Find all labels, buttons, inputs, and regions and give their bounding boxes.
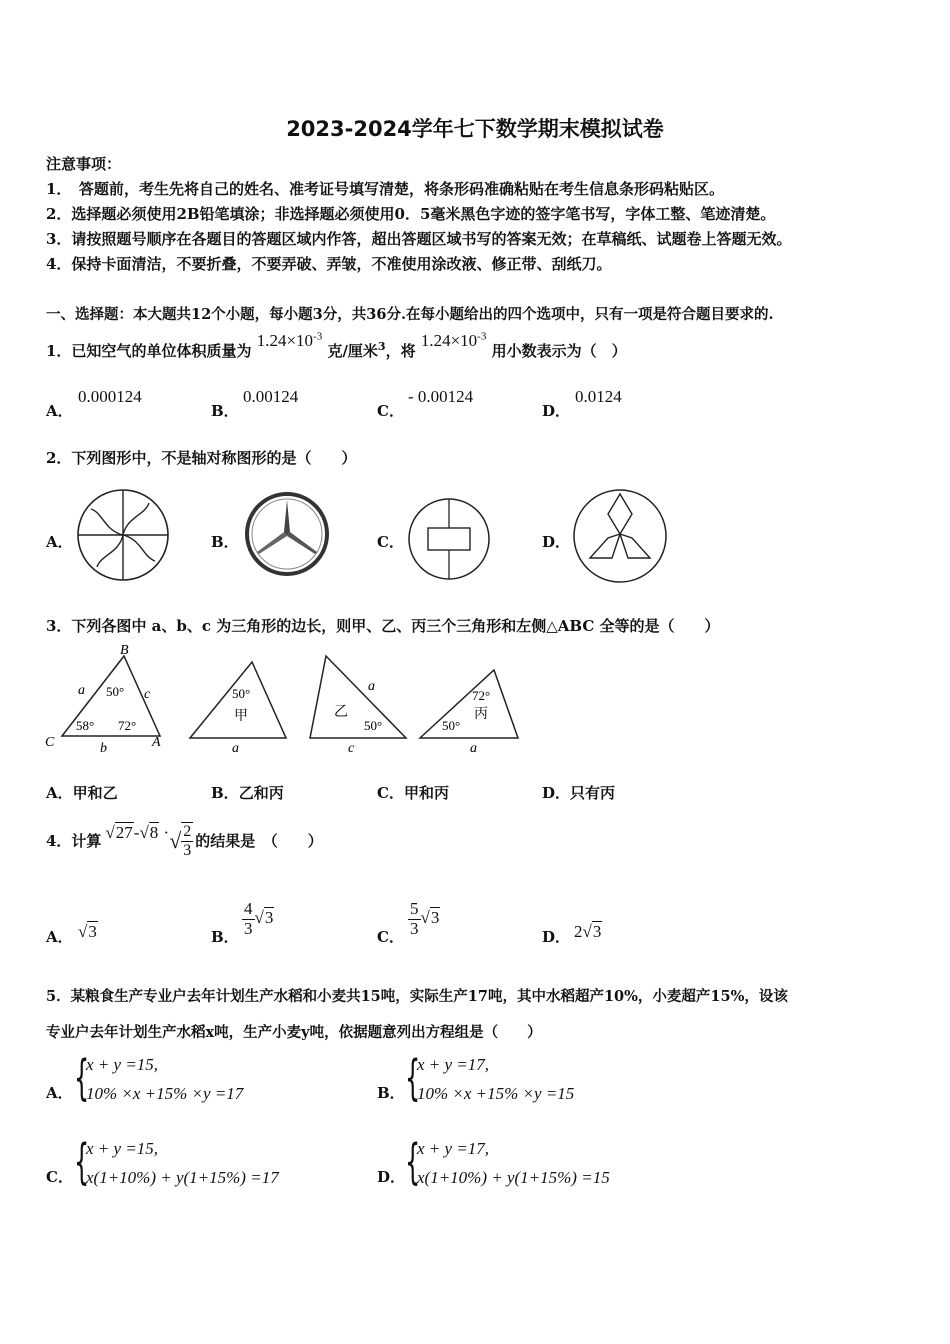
- q5-eq2: 10% ×x +15% ×y =15: [417, 1084, 575, 1103]
- q1-sci-number-2: $1.24\times 10^{-3}$: [420, 330, 487, 350]
- question-4: 4．计算 √27-√8 · √ $\frac{2}{3}$ 的结果是 （ ）: [46, 822, 323, 859]
- question-3: 3．下列各图中 a、b、c 为三角形的边长，则甲、乙、丙三个三角形和左侧△ABC 全等的是（ ）: [46, 617, 720, 635]
- label-a: a: [470, 741, 477, 756]
- brace: {: [405, 1134, 421, 1190]
- q5-eq1: x + y =17,: [417, 1055, 490, 1074]
- label-yi: 乙: [334, 705, 348, 720]
- label-bing: 丙: [474, 707, 488, 722]
- q5-eq2: x(1+10%) + y(1+15%) =15: [417, 1168, 610, 1187]
- label-a: a: [232, 741, 239, 756]
- coin-figure: [405, 495, 493, 583]
- notice-item: 1． 答题前，考生先将自己的姓名、准考证号填写清楚，将条形码准确粘贴在考生信息条形码粘贴区。: [46, 180, 724, 198]
- page-title: 2023-2024学年七下数学期末模拟试卷: [286, 117, 664, 141]
- q2-option-label[interactable]: A．: [46, 533, 73, 551]
- section-heading: 一、选择题：本大题共12个小题，每小题3分，共36分.在每小题给出的四个选项中，只有一项是符合题目要求的.: [46, 306, 774, 323]
- pinwheel-figure: [75, 487, 171, 583]
- triangles-figure: [42, 640, 542, 760]
- q1-option-label[interactable]: D．: [542, 402, 571, 420]
- q1-option-label[interactable]: A．: [46, 402, 73, 420]
- q1-option-value: 0.0124: [575, 387, 622, 406]
- q5-option-label[interactable]: A．: [46, 1084, 73, 1102]
- brace: {: [405, 1050, 421, 1106]
- q5-option-label[interactable]: C．: [46, 1168, 73, 1186]
- q5-eq2: 10% ×x +15% ×y =17: [86, 1084, 244, 1103]
- notice-item: 4．保持卡面清洁，不要折叠，不要弄破、弄皱，不准使用涂改液、修正带、刮纸刀。: [46, 255, 612, 273]
- q3-option[interactable]: C．甲和丙: [377, 784, 449, 802]
- q3-option[interactable]: D．只有丙: [542, 784, 616, 802]
- angle-50: 50°: [364, 718, 383, 733]
- angle-72: 72°: [472, 688, 491, 703]
- q1-text-3: ，将: [385, 342, 416, 360]
- q5-eq2: x(1+10%) + y(1+15%) =17: [86, 1168, 279, 1187]
- q1-text-2: 克/厘米: [327, 342, 378, 360]
- q1-option-value: - 0.00124: [408, 387, 474, 406]
- q4-option-value: $\frac{4}{3}$ √3: [244, 899, 274, 938]
- q4-option-value: √3: [78, 922, 97, 941]
- q1-option-label[interactable]: C．: [377, 402, 404, 420]
- angle-72: 72°: [118, 718, 137, 733]
- q3-option[interactable]: A．甲和乙: [46, 784, 118, 802]
- notice-item: 2．选择题必须使用2B铅笔填涂；非选择题必须使用0．5毫米黑色字迹的签字笔书写，字体工整、笔迹清楚。: [46, 205, 776, 223]
- q1-option-label[interactable]: B．: [211, 402, 239, 420]
- q5-eq1: x + y =15,: [86, 1139, 159, 1158]
- q1-text-1: 1．已知空气的单位体积质量为: [46, 342, 252, 360]
- q5-option-label[interactable]: B．: [377, 1084, 405, 1102]
- angle-50: 50°: [106, 684, 125, 699]
- q1-option-value: 0.000124: [78, 387, 142, 406]
- q4-option-value: 2√3: [574, 922, 602, 941]
- question-5-line1: 5．某粮食生产专业户去年计划生产水稻和小麦共15吨，实际生产17吨，其中水稻超产10%，小麦超产15%，设该: [46, 988, 788, 1005]
- brace: {: [74, 1050, 90, 1106]
- q4-option-label[interactable]: B．: [211, 928, 239, 946]
- q4-option-label[interactable]: A．: [46, 928, 73, 946]
- three-diamond-figure: [570, 486, 670, 586]
- q2-option-label[interactable]: C．: [377, 533, 404, 551]
- triangle-bing: [420, 670, 518, 738]
- q4-option-label[interactable]: D．: [542, 928, 571, 946]
- label-c: c: [348, 741, 355, 756]
- label-b: b: [100, 741, 107, 756]
- angle-50: 50°: [442, 718, 461, 733]
- q1-text-4: 用小数表示为（ ）: [491, 342, 627, 360]
- question-1: [46, 330, 627, 361]
- q4-option-label[interactable]: C．: [377, 928, 404, 946]
- q5-eq1: x + y =15,: [86, 1055, 159, 1074]
- label-jia: 甲: [234, 709, 248, 724]
- brace: {: [74, 1134, 90, 1190]
- q2-option-label[interactable]: D．: [542, 533, 571, 551]
- angle-50: 50°: [232, 686, 251, 701]
- q1-sci-number: $1.24\times 10^{-3}$: [256, 330, 323, 350]
- label-a: a: [368, 679, 375, 694]
- triangle-yi: [310, 656, 406, 738]
- notice-item: 3．请按照题号顺序在各题目的答题区域内作答，超出答题区域书写的答案无效；在草稿纸、试题卷上答题无效。: [46, 230, 792, 248]
- label-c: c: [144, 687, 151, 702]
- q1-option-value: 0.00124: [243, 387, 299, 406]
- q2-option-label[interactable]: B．: [211, 533, 239, 551]
- q5-option-label[interactable]: D．: [377, 1168, 406, 1186]
- three-point-star-figure: [243, 490, 331, 578]
- label-a: a: [78, 683, 85, 698]
- question-2: 2．下列图形中，不是轴对称图形的是（ ）: [46, 449, 357, 467]
- question-5-line2: 专业户去年计划生产水稻x吨，生产小麦y吨，依据题意列出方程组是（ ）: [46, 1024, 542, 1041]
- q5-eq1: x + y =17,: [417, 1139, 490, 1158]
- label-A: A: [152, 735, 161, 750]
- q4-option-value: $\frac{5}{3}$ √3: [410, 899, 440, 938]
- q1-unit-exp: 3: [377, 340, 386, 353]
- label-C: C: [45, 735, 55, 750]
- q3-option[interactable]: B．乙和丙: [211, 784, 284, 802]
- angle-58: 58°: [76, 718, 95, 733]
- label-B: B: [120, 643, 129, 658]
- notice-heading: 注意事项：: [46, 155, 122, 173]
